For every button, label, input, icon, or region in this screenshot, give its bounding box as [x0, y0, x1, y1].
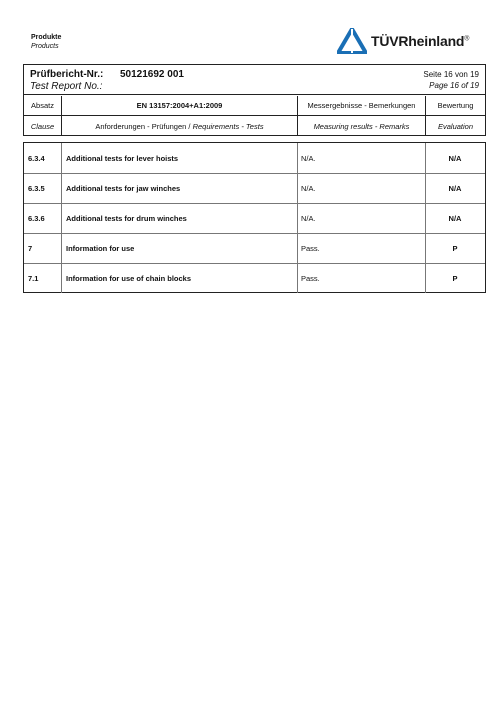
col-header-results: Measuring results - Remarks [298, 116, 426, 136]
col-header-messergebnisse: Messergebnisse - Bemerkungen [298, 96, 426, 115]
products-label-de: Produkte [31, 34, 62, 41]
evaluation-cell: N/A [448, 153, 462, 163]
requirement-cell: Information for use of chain blocks [62, 264, 298, 293]
report-number: 50121692 001 [120, 69, 184, 80]
products-label [31, 33, 61, 51]
col-header-bewertung: Bewertung [437, 101, 474, 110]
col-header-clause: Clause [24, 116, 62, 136]
logo-text: TÜVRheinland® [371, 33, 470, 49]
result-cell: Pass. [298, 234, 426, 263]
clause-cell: 7 [24, 234, 62, 263]
products-label-en: Products [31, 43, 59, 50]
table-row [24, 173, 485, 203]
requirement-cell: Additional tests for lever hoists [62, 143, 298, 173]
table-row [24, 233, 485, 263]
requirement-cell: Information for use [62, 234, 298, 263]
table-row [24, 143, 485, 173]
clause-cell: 6.3.6 [24, 204, 62, 233]
clause-cell: 6.3.5 [24, 174, 62, 203]
page-indicator-en: Page 16 of 19 [429, 81, 479, 90]
report-header [23, 64, 486, 136]
report-number-block [24, 65, 485, 95]
tuv-triangle-icon [337, 28, 367, 54]
column-header-row-en [24, 116, 485, 136]
col-header-standard: EN 13157:2004+A1:2009 [62, 96, 298, 115]
col-header-requirements: Anforderungen - Prüfungen / Requirements - Tests [62, 116, 298, 136]
evaluation-cell: P [452, 274, 458, 283]
col-header-absatz: Absatz [24, 96, 62, 115]
table-row [24, 203, 485, 233]
col-header-evaluation: Evaluation [437, 121, 474, 131]
table-row [24, 263, 485, 293]
report-number-label-de: Prüfbericht-Nr.: [30, 69, 104, 80]
tuv-rheinland-logo [337, 27, 469, 55]
report-number-label-en: Test Report No.: [30, 81, 103, 92]
clause-cell: 6.3.4 [24, 143, 62, 173]
requirement-cell: Additional tests for jaw winches [62, 174, 298, 203]
page-indicator-de: Seite 16 von 19 [423, 70, 479, 79]
result-cell: N/A. [298, 143, 426, 173]
clause-cell: 7.1 [24, 264, 62, 293]
results-table [23, 142, 486, 293]
requirement-cell: Additional tests for drum winches [62, 204, 298, 233]
column-header-row-de [24, 96, 485, 116]
evaluation-cell: N/A [448, 184, 462, 193]
result-cell: N/A. [298, 174, 426, 203]
evaluation-cell: N/A [448, 214, 462, 223]
result-cell: N/A. [298, 204, 426, 233]
result-cell: Pass. [298, 264, 426, 293]
evaluation-cell: P [452, 244, 458, 253]
